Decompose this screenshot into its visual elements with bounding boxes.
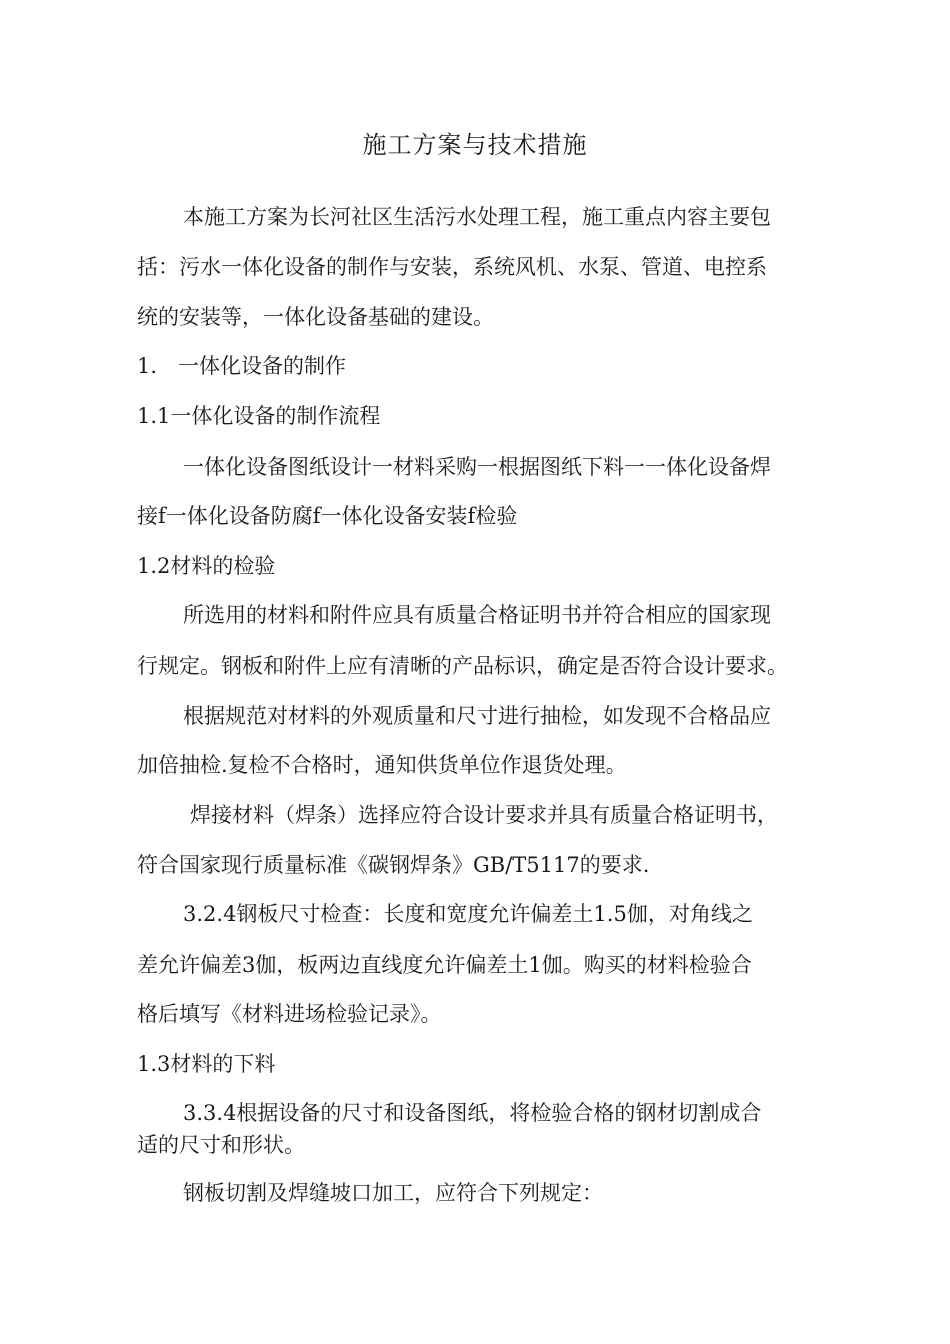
text-line: 符合国家现行质量标准《碳钢焊条》GB/T5117的要求.	[137, 853, 650, 877]
text-line: 3.2.4钢板尺寸检查：长度和宽度允许偏差土1.5伽，对角线之	[183, 902, 753, 926]
text-line: 行规定。钢板和附件上应有清晰的产品标识，确定是否符合设计要求。	[137, 654, 788, 678]
section-heading: 1.1一体化设备的制作流程	[137, 404, 381, 428]
text-line: 根据规范对材料的外观质量和尺寸进行抽检，如发现不合格品应	[183, 704, 771, 728]
section-heading: 1. 一体化设备的制作	[137, 354, 347, 378]
document-title: 施工方案与技术措施	[362, 131, 588, 159]
text-line: 差允许偏差3伽，板两边直线度允许偏差土1伽。购买的材料检验合	[137, 953, 752, 977]
text-line: 接f一体化设备防腐f一体化设备安装f检验	[137, 504, 518, 528]
text-line: 格后填写《材料进场检验记录》。	[137, 1002, 442, 1026]
text-line: 3.3.4根据设备的尺寸和设备图纸，将检验合格的钢材切割成合	[183, 1101, 762, 1125]
text-line: 焊接材料（焊条）选择应符合设计要求并具有质量合格证明书，	[190, 803, 778, 827]
text-line: 一体化设备图纸设计一材料采购一根据图纸下料一一体化设备焊	[183, 455, 771, 479]
text-line: 适的尺寸和形状。	[137, 1133, 305, 1157]
text-line: 所选用的材料和附件应具有质量合格证明书并符合相应的国家现	[183, 603, 771, 627]
section-heading: 1.3材料的下料	[137, 1052, 276, 1076]
text-line: 括：污水一体化设备的制作与安装，系统风机、水泵、管道、电控系	[137, 255, 767, 279]
text-line: 统的安装等，一体化设备基础的建设。	[137, 305, 494, 329]
text-line: 加倍抽检.复检不合格时，通知供货单位作退货处理。	[137, 753, 627, 777]
section-heading: 1.2材料的检验	[137, 554, 276, 578]
text-line: 本施工方案为长河社区生活污水处理工程，施工重点内容主要包	[183, 205, 771, 229]
text-line: 钢板切割及焊缝坡口加工，应符合下列规定：	[183, 1181, 603, 1205]
